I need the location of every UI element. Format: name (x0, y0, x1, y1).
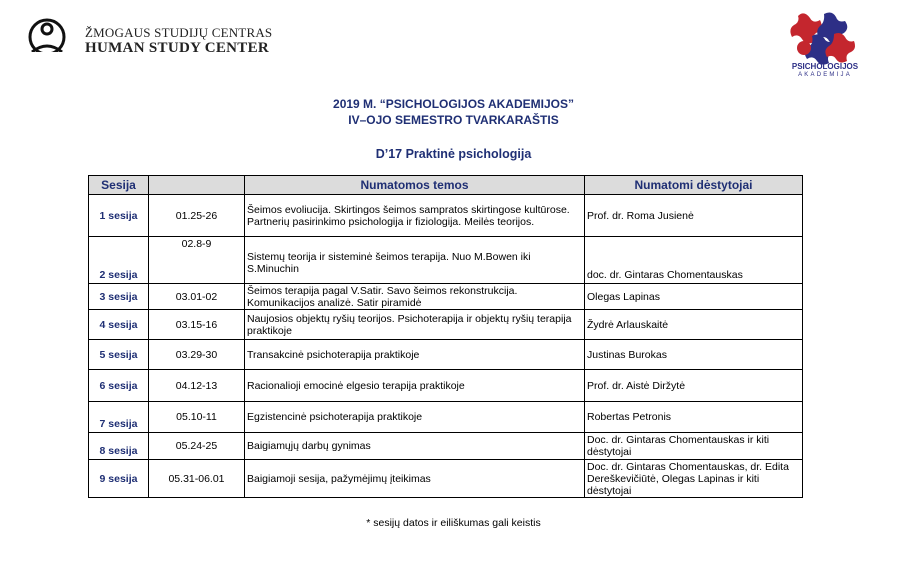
table-row (89, 237, 803, 284)
session-cell: 9 sesija (89, 460, 149, 498)
header-session: Sesija (89, 176, 149, 195)
program-title: D’17 Praktinė psichologija (375, 147, 532, 161)
session-cell: 6 sesija (89, 370, 149, 402)
footnote: * sesijų datos ir eiliškumas gali keistis (366, 517, 541, 529)
lecturer-cell: doc. dr. Gintaras Chomentauskas (585, 237, 803, 284)
header-date (149, 176, 245, 195)
date-cell: 02.8-9 (149, 237, 245, 284)
org-name-en: HUMAN STUDY CENTER (85, 40, 270, 56)
session-cell: 8 sesija (89, 433, 149, 460)
table-row (89, 195, 803, 237)
org-name (85, 25, 272, 57)
date-cell: 03.01-02 (149, 284, 245, 310)
lecturer-cell: Justinas Burokas (585, 340, 803, 370)
topic-cell: Sistemų teorija ir sisteminė šeimos terapija. Nuo M.Bowen iki S.Minuchin (245, 237, 585, 284)
topic-cell: Transakcinė psichoterapija praktikoje (245, 340, 585, 370)
human-study-center-logo (24, 16, 70, 58)
topic-cell: Šeimos terapija pagal V.Satir. Savo šeimos rekonstrukcija. Komunikacijos analizė. Satir piramidė (245, 284, 585, 310)
date-cell: 01.25-26 (149, 195, 245, 237)
table-row (89, 310, 803, 340)
topic-cell: Baigiamoji sesija, pažymėjimų įteikimas (245, 460, 585, 498)
topic-cell: Baigiamųjų darbų gynimas (245, 433, 585, 460)
lecturer-cell: Doc. dr. Gintaras Chomentauskas, dr. Edita Dereškevičiūtė, Olegas Lapinas ir kiti dėstytojai (585, 460, 803, 498)
lecturer-cell: Robertas Petronis (585, 402, 803, 433)
topic-cell: Egzistencinė psichoterapija praktikoje (245, 402, 585, 433)
table-row (89, 433, 803, 460)
date-cell: 03.29-30 (149, 340, 245, 370)
table-header-row (89, 176, 803, 195)
academy-name (780, 62, 870, 79)
session-cell: 3 sesija (89, 284, 149, 310)
session-cell: 2 sesija (89, 237, 149, 284)
date-cell: 04.12-13 (149, 370, 245, 402)
document-subtitle: IV–OJO SEMESTRO TVARKARAŠTIS (348, 113, 559, 127)
psychology-academy-logo (790, 8, 858, 68)
schedule-table (88, 175, 803, 498)
academy-name-line2: AKADEMIJA (798, 72, 852, 78)
lecturer-cell: Olegas Lapinas (585, 284, 803, 310)
org-name-lt: ŽMOGAUS STUDIJŲ CENTRAS (85, 25, 273, 40)
table-row (89, 340, 803, 370)
date-cell: 05.31-06.01 (149, 460, 245, 498)
date-cell: 05.10-11 (149, 402, 245, 433)
table-row (89, 370, 803, 402)
date-cell: 05.24-25 (149, 433, 245, 460)
table-row (89, 284, 803, 310)
header-topics: Numatomos temos (245, 176, 585, 195)
lecturer-cell: Žydrė Arlauskaitė (585, 310, 803, 340)
document-title: 2019 M. “PSICHOLOGIJOS AKADEMIJOS” (333, 97, 574, 111)
lecturer-cell: Doc. dr. Gintaras Chomentauskas ir kiti dėstytojai (585, 433, 803, 460)
academy-name-line1: PSICHOLOGIJOS (791, 62, 859, 71)
session-cell: 5 sesija (89, 340, 149, 370)
topic-cell: Šeimos evoliucija. Skirtingos šeimos sampratos skirtingose kultūrose. Partnerių pasirinkimo psichologija ir fiziologija. Meilės teorijos. (245, 195, 585, 237)
topic-cell: Naujosios objektų ryšių teorijos. Psichoterapija ir objektų ryšių terapija praktikoje (245, 310, 585, 340)
session-cell: 1 sesija (89, 195, 149, 237)
date-cell: 03.15-16 (149, 310, 245, 340)
header-lecturers: Numatomi dėstytojai (585, 176, 803, 195)
session-cell: 4 sesija (89, 310, 149, 340)
session-cell: 7 sesija (89, 402, 149, 433)
table-row (89, 460, 803, 498)
lecturer-cell: Prof. dr. Roma Jusienė (585, 195, 803, 237)
table-row (89, 402, 803, 433)
lecturer-cell: Prof. dr. Aistė Diržytė (585, 370, 803, 402)
topic-cell: Racionalioji emocinė elgesio terapija praktikoje (245, 370, 585, 402)
